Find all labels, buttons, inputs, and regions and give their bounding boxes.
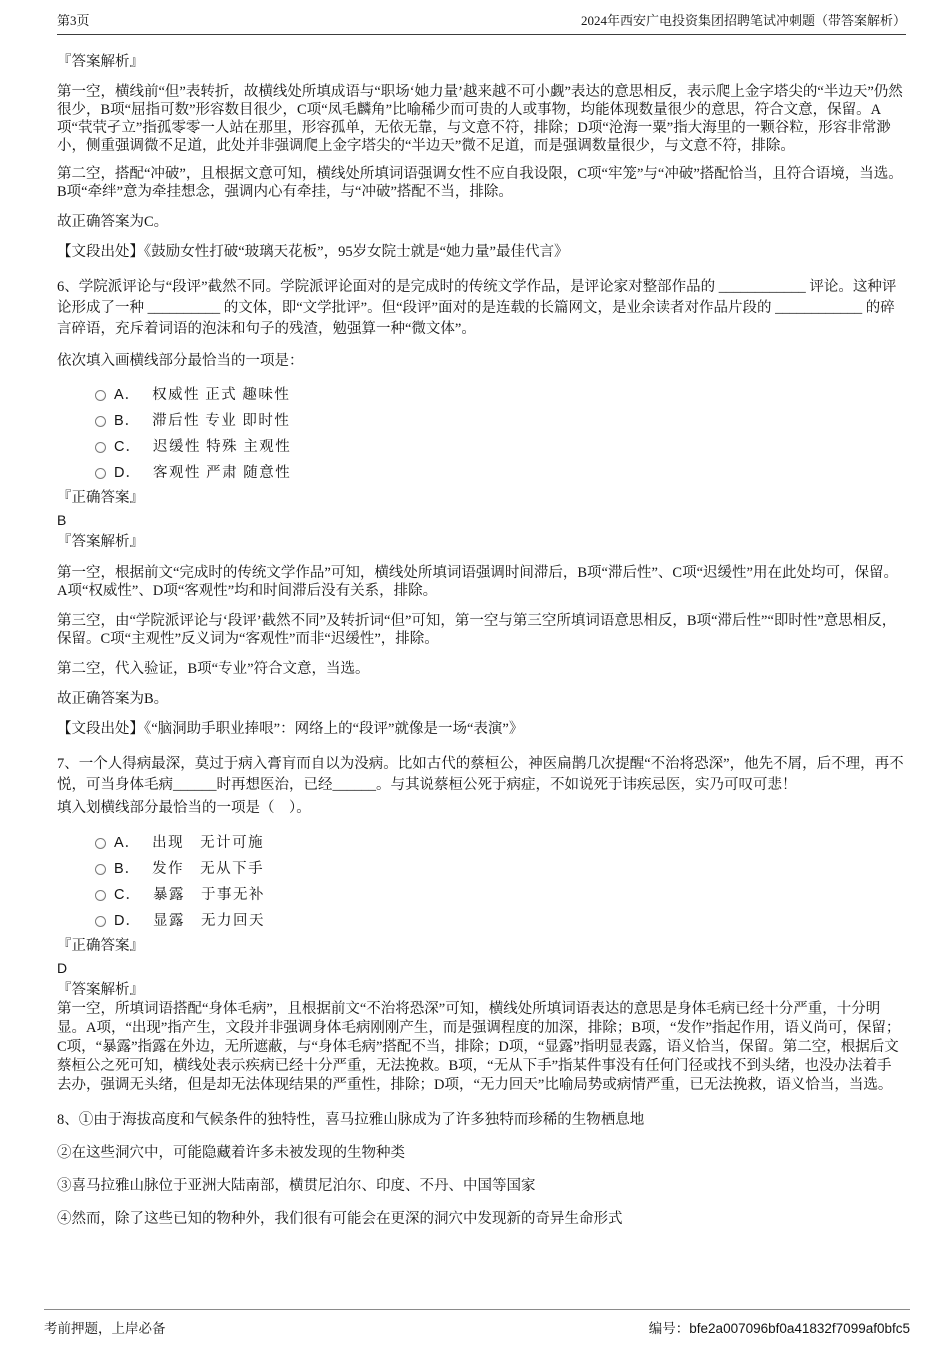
question-6-conclusion: 故正确答案为B。 [57,691,169,707]
radio-button[interactable] [95,864,106,875]
document-body [57,53,906,1228]
question-6-option-c[interactable] [95,434,906,460]
question-6-source: 【文段出处】《“脑洞助手职业捧哏”：网络上的“段评”就像是一场“表演”》 [57,721,524,737]
radio-button[interactable] [95,442,106,453]
prev-answer-analysis-label: 『答案解析』 [57,54,144,70]
question-8-sentence-3: ③喜马拉雅山脉位于亚洲大陆南部，横贯尼泊尔、印度、不丹、中国等国家 [57,1178,536,1194]
radio-button[interactable] [95,468,106,479]
radio-button[interactable] [95,838,106,849]
question-6-option-d[interactable] [95,460,906,486]
question-7-correct-answer-label: 『正确答案』 [57,938,144,954]
page-number: 第3页 [57,13,90,28]
radio-button[interactable] [95,890,106,901]
question-7-analysis-label: 『答案解析』 [57,982,144,998]
question-6-prompt: 依次填入画横线部分最恰当的一项是： [57,353,304,369]
question-6-analysis-paragraph-3: 第二空，代入验证，B项“专业”符合文意，当选。 [57,661,370,677]
question-8-sentence-2: ②在这些洞穴中，可能隐藏着许多未被发现的生物种类 [57,1145,405,1161]
option-text: 出现 无计可施 [152,835,265,851]
page-header [57,12,906,35]
question-7-option-c[interactable] [95,882,906,908]
radio-button[interactable] [95,390,106,401]
question-7-options [95,830,906,934]
option-text: 发作 无从下手 [152,861,265,877]
option-text: 滞后性 专业 即时性 [152,413,291,429]
footer-serial-value: bfe2a007096bf0a41832f7099af0bfc5 [689,1321,910,1336]
option-letter: B． [114,861,141,877]
option-letter: A． [114,835,141,851]
question-8-sentence-1: 8、①由于海拔高度和气候条件的独特性，喜马拉雅山脉成为了许多独特而珍稀的生物栖息地 [57,1112,645,1128]
question-6-stem: 6、学院派评论与“段评”截然不同。学院派评论面对的是完成时的传统文学作品，是评论家对整部作品的 ____________ 评论。这种评论形成了一种 __________ 的文体，即“文学批评”。但“段评”面对的是连载的长篇网文，是业余读者对作品片段的 ____________ 的碎言碎语，充斥着词语的泡沫和句子的残渣，勉强算一种“微文体”。 [57,279,897,337]
question-7-stem: 7、一个人得病最深，莫过于病入膏肓而自以为没病。比如古代的蔡桓公，神医扁鹊几次提醒“不治将恐深”，他先不屑，后不理，再不悦，可当身体毛病______时再想医治，已经______。与其说蔡桓公死于病症，不如说死于讳疾忌医，实乃可叹可悲！ [57,756,904,793]
option-text: 显露 无力回天 [152,913,265,929]
option-letter: C． [114,887,141,903]
question-7-analysis-paragraph: 第一空，所填词语搭配“身体毛病”，且根据前文“不治将恐深”可知，横线处所填词语表达的意思是身体毛病已经十分严重，十分明显。A项，“出现”指产生，文段并非强调身体毛病刚刚产生，而是强调程度的加深，排除；B项，“发作”指起作用，语义尚可，保留；C项，“暴露”指露在外边，无所遮蔽，与“身体毛病”搭配不当，排除；D项，“显露”指明显表露，语义恰当，保留。第二空，根据后文蔡桓公之死可知，横线处表示疾病已经十分严重，无法挽救。B项，“无从下手”指某件事没有任何门径或找不到头绪，也没办法着手去办，强调无头绪，但是却无法体现结果的严重性，排除；D项，“无力回天”比喻局势或病情严重，已无法挽救，语义恰当，当选。 [57,1001,901,1093]
question-7-correct-answer: D [57,960,68,976]
radio-button[interactable] [95,416,106,427]
footer-slogan: 考前押题，上岸必备 [44,1321,166,1336]
option-letter: D． [114,465,141,481]
radio-button[interactable] [95,916,106,927]
option-text: 权威性 正式 趣味性 [152,387,291,403]
question-6-analysis-paragraph-1: 第一空，根据前文“完成时的传统文学作品”可知，横线处所填词语强调时间滞后，B项“滞后性”、C项“迟缓性”用在此处均可，保留。A项“权威性”、D项“客观性”均和时间滞后没有关系，排除。 [57,565,898,599]
question-6-analysis-paragraph-2: 第三空，由“学院派评论与‘段评’截然不同”及转折词“但”可知，第一空与第三空所填词语意思相反，B项“滞后性”“即时性”意思相反，保留。C项“主观性”反义词为“客观性”而非“迟缓性”，排除。 [57,613,897,647]
option-letter: D． [114,913,141,929]
question-6-correct-answer-label: 『正确答案』 [57,490,144,506]
footer-serial-number [649,1317,910,1337]
question-7-prompt: 填入划横线部分最恰当的一项是（ ）。 [57,800,311,816]
prev-answer-analysis-paragraph-2: 第二空，搭配“冲破”，且根据文意可知，横线处所填词语强调女性不应自我设限，C项“牢笼”与“冲破”搭配恰当，且符合语境，当选。B项“牵绊”意为牵挂想念，强调内心有牵挂，与“冲破”搭配不当，排除。 [57,166,903,200]
footer-serial-label: 编号： [648,1321,690,1336]
prev-answer-analysis-paragraph-1: 第一空，横线前“但”表转折，故横线处所填成语与“职场‘她力量’越来越不可小觑”表达的意思相反，表示爬上金字塔尖的“半边天”仍然很少，B项“屈指可数”形容数目很少，C项“凤毛麟角”比喻稀少而可贵的人或事物，均能体现数量很少的意思，符合文意，保留。A项“茕茕孑立”指孤零零一人站在那里，形容孤单，无依无靠，与文意不符，排除；D项“沧海一粟”指大海里的一颗谷粒，形容非常渺小，侧重强调微不足道，此处并非强调爬上金字塔尖的“半边天”微不足道，而是强调数量很少，与文意不符，排除。 [57,84,903,154]
question-6-options [95,382,906,486]
option-letter: C． [114,439,141,455]
question-7-option-b[interactable] [95,856,906,882]
question-6-option-b[interactable] [95,408,906,434]
question-6-option-a[interactable] [95,382,906,408]
question-7-option-a[interactable] [95,830,906,856]
question-7-option-d[interactable] [95,908,906,934]
page-footer [44,1309,910,1337]
question-6-analysis-label: 『答案解析』 [57,534,144,550]
option-text: 暴露 于事无补 [152,887,265,903]
document-title: 2024年西安广电投资集团招聘笔试冲刺题（带答案解析） [580,13,906,28]
option-letter: B． [114,413,141,429]
prev-answer-conclusion: 故正确答案为C。 [57,214,169,230]
option-text: 客观性 严肃 随意性 [152,465,292,481]
question-6-correct-answer: B [57,512,67,528]
prev-answer-source: 【文段出处】《鼓励女性打破“玻璃天花板”，95岁女院士就是“她力量”最佳代言》 [57,244,569,260]
option-letter: A． [114,387,141,403]
option-text: 迟缓性 特殊 主观性 [152,439,292,455]
question-8-sentence-4: ④然而，除了这些已知的物种外，我们很有可能会在更深的洞穴中发现新的奇异生命形式 [57,1211,623,1227]
